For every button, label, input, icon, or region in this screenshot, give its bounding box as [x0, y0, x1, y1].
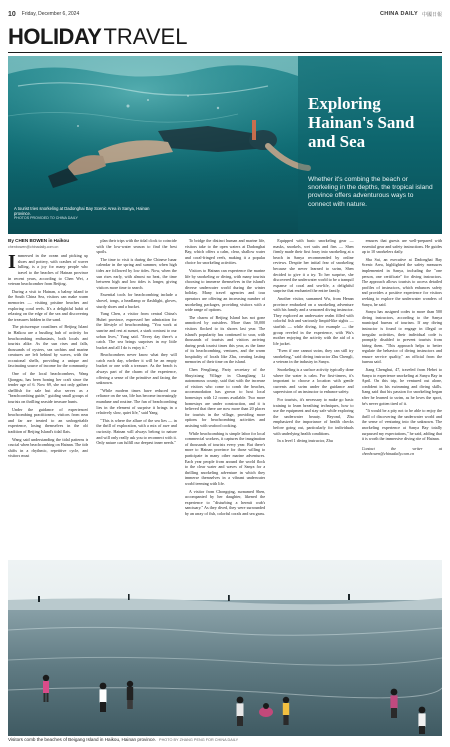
- paragraph: Yang Chen, a visitor from central China's Hubei province, expressed her admiration for the lifestyle of beachcombing. "You work at sunrise and rest at sunset, a stark contrast to our urban lives," Yang said. "Every day there's a catch. The sea brings surprises in my little bucket and all I do is enjoy it.": [96, 311, 177, 350]
- paragraph: Wang said understanding the tidal patterns is crucial when beachcombing on Hainan. The tide shifts in a rhythmic, repetitive cycle, and visitors must: [8, 436, 89, 459]
- hero-photo: [8, 56, 442, 234]
- section-title: [8, 24, 187, 50]
- brand-name-chinese: 中國日報: [421, 11, 442, 18]
- beach-caption-credit: PHOTO BY ZHANG PENG FOR CHINA DAILY: [159, 738, 239, 742]
- paragraph: Under the guidance of experienced beachcombing practitioners, visitors from near and far are treated to an unforgettable experience, losing themselves in the old tradition of Beijing Island's tidal flats.: [8, 406, 89, 434]
- paragraph: Another visitor, surnamed Wu, from Henan province embarked on a snorkeling adventure with his family and a seasoned diving instructor. They explored an underwater realm filled with colorful fish and variously limpid-like sights — starfish — while diving, for example — the group reveled in the experience, with Wu's mother enjoying the activity with the aid of a life jacket.: [273, 295, 354, 346]
- hero-caption: [14, 206, 164, 222]
- paragraph: Sanya has assigned codes to more than 500 diving instructors, according to the Sanya municipal bureau of tourism. If any diving instructor is found to engage in illegal or irregular activities, their individual code is promptly disabled to prevent tourists from hiring them. "This approach helps to better regulate the behavior of diving instructors and ensure service quality," an official from the bureau said.: [361, 309, 443, 365]
- paragraph: One of the local beachcombers, Wang Qiongpu, has been honing her craft since the tender age of 6. Now 69, she not only gathers shellfish for sale but also serves as a "beachcombing guide," guiding small groups of tourists on thrilling seaside treasure hunts.: [8, 371, 89, 405]
- paragraph: Beachcombers never know what they will catch each day, whether it will be an empty bucket or one with a treasure. As the beach is always part of the charm of the experience, offering a sense of the primitive and facing the unknown.: [96, 352, 177, 386]
- beachcombers-illustration: [8, 560, 442, 736]
- paragraph: The time to visit is during the Chinese lunar calendar in the spring and summer, when high tides are followed by low tides. Now, when the sun rises early, with almost no heat, the time between high and low tides is longer, giving visitors more time to search.: [96, 256, 177, 290]
- paragraph: ensures that guests are well-prepared with essential gear and safety instructions. He guides up to 10 snorkelers daily.: [361, 238, 443, 255]
- article-column-1: [8, 238, 88, 556]
- paragraph: mmersed in the ocean and picking up shoes and pottery, with crashes of waves lulling, is a joy for many people who travel to the beaches of Hainan province in recent years, according to Chen Wei, a veteran beachcomber from Beijing.: [8, 253, 89, 287]
- lede-paragraph: [8, 253, 88, 287]
- headline: Exploring Hainan's Sand and Sea: [308, 94, 415, 151]
- paragraph: In a level 1 diving instructor, Zhu: [277, 438, 333, 444]
- article-column-3: [185, 238, 265, 556]
- paragraph: Chen Fengliang, Party secretary of the Shuyixiang Village in Changliang Li autonomous county, said that with the increase of visitors who come to comb the beaches, accommodation has grown to host local homestays with 12 rooms available. Two more homestays are under construction, and it is believed that there are now more than 20 places for tourists in the village, providing more options for beachcombing activities and assisting with seafood cooking.: [184, 367, 266, 428]
- paragraph: During a visit to Hainan, a balmy island in the South China Sea, visitors can make warm memories — visiting pristine beaches and exploring coral reefs. It's a delightful habit of relaxing on the edge of the sea and discovering the treasures hidden in the sand.: [8, 288, 89, 322]
- brand-name: CHINA DAILY: [379, 11, 418, 17]
- article-body: [8, 238, 442, 556]
- paragraph: "It would be a pity not to be able to enjoy the thrill of discovering the underwater world and the sense of venturing into the unknown. The snorkeling experience at Sanya Bay totally surpassed my expectations," he said, adding that it is worth the immersive diving rite of Hainan.: [361, 408, 443, 442]
- section-title-travel: TRAVEL: [103, 24, 188, 49]
- paragraph: For tourists, it's necessary to make go basic training to learn breathing techniques, how to use the equipment and stay safe while exploring the underwater beauty. Beyond, Zhu emphasized the importance of health checks before going out, particularly for individuals with underlying health conditions.: [273, 397, 354, 436]
- section-title-holiday: HOLIDAY: [8, 24, 102, 49]
- article-column-2: [96, 238, 176, 556]
- hero-caption-credit: PHOTOS PROVIDED TO CHINA DAILY: [14, 216, 78, 221]
- paragraph: Essential tools for beachcombing include a shovel, tongs, a headlamp or flashlight, gloves, sturdy shoes and a bucket.: [96, 292, 177, 309]
- paragraph: Jiang Chenghui, 47, traveled from Hebei to Sanya to experience snorkeling at Sanya Bay in April. On this trip, he ventured out alone, confident in his swimming and diving skills. Jiang said that his passion for snorkeling began after he learned to swim, as he loves the sport, he's never gotten tired of it.: [361, 367, 443, 406]
- section-rule: [8, 52, 442, 53]
- drop-cap: I: [8, 251, 16, 274]
- paragraph: Equipped with basic snorkeling gear — masks, snorkels, wet suits and fins — Shen firmly made their first foray into snorkeling at a beach in Sanya recommended by online reviews. Despite her initial fear of snorkeling because she never learned to swim, Shen decided to give it a try. To her surprise, she discovered the underwater world to be a tranquil expanse of coral and sea-life, a delightful surprise that enchanted the entire family.: [273, 238, 354, 294]
- paragraph: "Even if one cannot swim, they can still try snorkeling," said diving instructor Zhu Chengli, a veteran in the industry in Sanya.: [273, 348, 354, 365]
- page-number: 10: [8, 10, 16, 18]
- paragraph: A visitor from Chongqing, surnamed Shen, accompanied by her daughter, likened the experience to "disturbing a hermit crab's sanctuary." As they dived, they were surrounded by an array of fish, colorful corals and sea grass.: [184, 488, 266, 516]
- paragraph: plan their trips with the tidal clock to coincide with the low-water season to find the best spoils.: [96, 238, 177, 255]
- paragraph: To bridge the distinct human and marine life, visitors take to the open waters at Dadonghai Bay, which offers a calm, clear, shallow water and coral-fringed reefs, making it a popular choice for snorkeling activities.: [184, 238, 266, 266]
- masthead-bar: [8, 8, 442, 20]
- paragraph: Snorkeling is a surface activity typically done where the water is calm. For first-timers, it's important to choose a location with gentle currents and swim under the guidance and supervision of an instructor to enhance safety.: [273, 367, 354, 395]
- paragraph: "While modern times have reduced our reliance on the sea, life has become increasingly mundane and routine. The fun of beachcombing lies in the element of surprise it brings in a relatively slow, quiet life," said Yang.: [96, 387, 177, 416]
- paragraph: While beachcombing is simple labor for local commercial workers, it captures the imagination of thousands of tourists every year. But there's more to Hainan province for those willing to participate in many other marine adventures. Each year people from around the world flock to the clear water and waves of Sanya for a thrilling snorkeling adventure in which they immerse themselves in a vibrant underwater world teeming with life.: [184, 430, 266, 486]
- beach-caption-text: Visitors comb the beaches of Beigang Island in Haikou, Hainan province.: [8, 737, 157, 742]
- standfirst: Whether it's combing the beach or snorkeling in the depths, the tropical island province offers adventurous ways to connect with nature.: [308, 176, 433, 208]
- writer-contact: Contact the writer at chenbowen@chinadaily.com.cn: [361, 445, 443, 457]
- author-email: chenbowen@chinadaily.com.cn: [8, 244, 59, 249]
- article-column-5: [362, 238, 442, 556]
- byline: By CHEN BOWEN in Haikou: [8, 238, 69, 243]
- paragraph: Visitors to Hainan can experience the marine life by snorkeling or diving, with many tourists choosing to immerse themselves in the island's diverse underwater world during the winter holiday. Many travel agencies and tour operators are offering an increasing number of snorkeling packages, providing visitors with a wide range of options.: [184, 267, 266, 313]
- paragraph: "This is where the allure of the sea lies — in the thrill of exploration, with a mix of awe and curiosity. Hainan will always belong to nature and will only really ask you to reconnect with it. Only nature can fulfill our deepest inner needs.": [96, 417, 177, 446]
- paragraph: The picturesque coastlines of Beijing Island in Haikou are a bustling hub of activity for beachcombing enthusiasts, both locals and tourists alike. As the sun rises and falls, thousands of oysters, sea urchins and marine creatures are left behind by waves, with the occasional shells, providing a unique and fascinating source of income for the community.: [8, 324, 89, 369]
- article-column-4: [273, 238, 353, 556]
- beach-photo-caption: [8, 737, 442, 742]
- paragraph: Sha Sai, an executive at Dadonghai Bay Scenic Area, highlighted the safety measures implemented in Sanya, including the "one person, one certificate" for diving instructors. The approach allows tourists to access detailed profiles of instructors, which enhances safety and provides a positive experience for visitors seeking to explore the underwater wonders of Sanya, he said.: [361, 256, 443, 307]
- hero-caption-text: A tourist tries snorkeling at Dadonghai Bay Scenic Area in Sanya, Hainan province.: [14, 206, 150, 217]
- paragraph: The charm of Beijing Island has not gone unnoticed by outsiders. More than 50,000 visitors flocked to its shores last year. The island's popularity has continued to soar, with thousands of tourists and visitors arriving during peak tourist times this year, as the fame of its beachcombing, ventures, and the warm hospitality of locals like Zhu, creating lasting memories of their time on the island.: [184, 314, 266, 365]
- issue-date: Friday, December 6, 2024: [21, 11, 80, 17]
- beach-photo: [8, 560, 442, 736]
